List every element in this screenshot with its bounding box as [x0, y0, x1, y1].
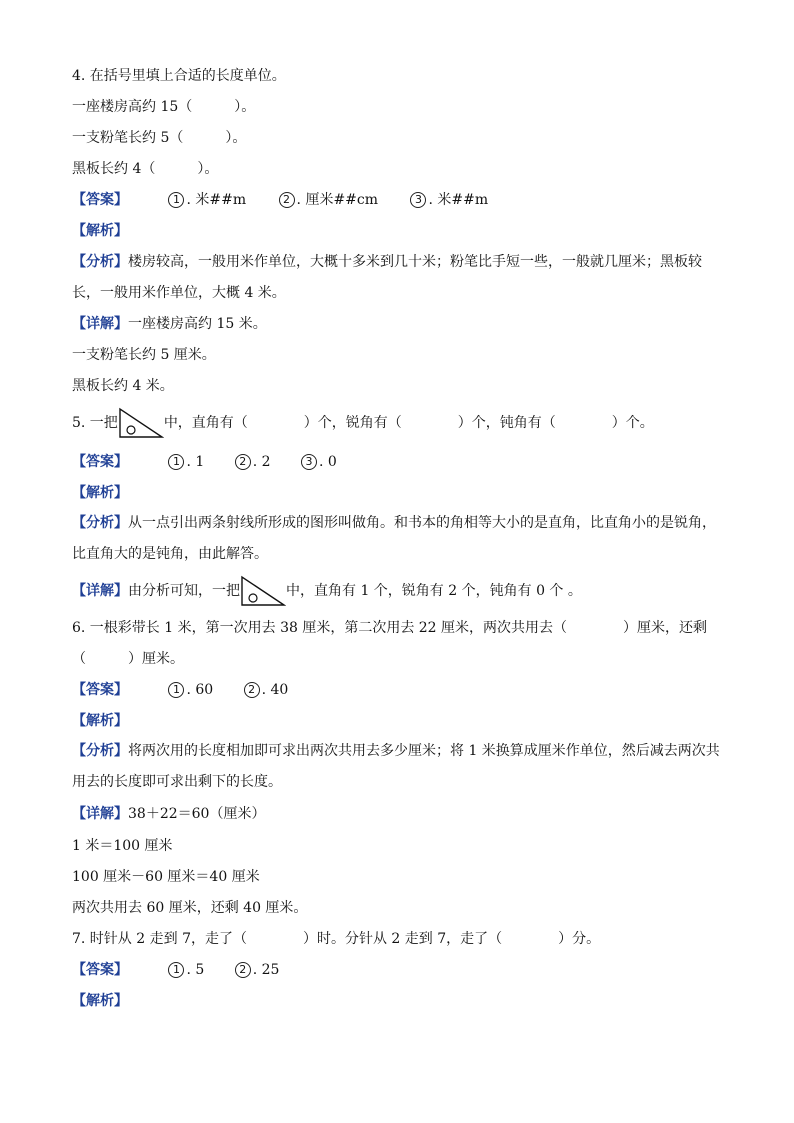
q4-line3: 黑板长约 4（ ）。	[72, 161, 219, 177]
q6-analysis-tag: 【解析】	[72, 713, 128, 729]
q5-detail: 【详解】由分析可知，一把 中，直角有 1 个，锐角有 2 个，钝角有 0 个 。	[72, 574, 582, 608]
q4-answer-1: 1 . 米##m	[168, 190, 246, 210]
q6-detail: 【详解】38＋22＝60（厘米）	[72, 806, 266, 822]
q7-answer	[72, 960, 279, 980]
set-square-icon	[240, 575, 286, 607]
q6-answer	[72, 680, 288, 700]
q6-fenxi: 【分析】将两次用的长度相加即可求出两次共用去多少厘米；将 1 米换算成厘米作单位，然后减去两次共用去的长度即可求出剩下的长度。	[72, 743, 720, 790]
q4-detail-2: 一支粉笔长约 5 厘米。	[72, 347, 216, 363]
answer-tag: 【答案】	[72, 454, 128, 470]
q4-title: 4. 在括号里填上合适的长度单位。	[72, 68, 286, 84]
q4-answer-2: 2 . 厘米##cm	[279, 190, 378, 210]
q6-answer-1: 1 . 60	[168, 680, 213, 700]
q4-line2: 一支粉笔长约 5（ ）。	[72, 130, 247, 146]
q7-answer-1: 1 . 5	[168, 960, 204, 980]
q4-analysis-tag: 【解析】	[72, 223, 128, 239]
q5-answer-2: 2 . 2	[235, 452, 271, 472]
answer-tag: 【答案】	[72, 682, 128, 698]
q4-detail: 【详解】一座楼房高约 15 米。	[72, 316, 267, 332]
q5-answer-1: 1 . 1	[168, 452, 204, 472]
q4-answer-3: 3 . 米##m	[410, 190, 488, 210]
q5-analysis-tag: 【解析】	[72, 485, 128, 501]
circled-number: 1	[168, 962, 184, 978]
q4-fenxi: 【分析】楼房较高，一般用米作单位，大概十多米到几十米；粉笔比手短一些，一般就几厘米；黑板较长，一般用米作单位，大概 4 米。	[72, 254, 702, 301]
q7-analysis-tag: 【解析】	[72, 993, 128, 1009]
circled-number: 2	[235, 454, 251, 470]
q7-question: 7. 时针从 2 走到 7，走了（ ）时。分针从 2 走到 7，走了（ ）分。	[72, 931, 601, 947]
circled-number: 2	[235, 962, 251, 978]
q6-question: 6. 一根彩带长 1 米，第一次用去 38 厘米，第二次用去 22 厘米，两次共用去（ ）厘米，还剩（ ）厘米。	[72, 620, 708, 667]
q5-answer-3: 3 . 0	[301, 452, 337, 472]
q5-fenxi: 【分析】从一点引出两条射线所形成的图形叫做角。和书本的角相等大小的是直角，比直角小的是锐角，比直角大的是钝角，由此解答。	[72, 515, 716, 562]
circled-number: 1	[168, 682, 184, 698]
set-square-icon	[118, 407, 164, 439]
circled-number: 2	[244, 682, 260, 698]
q6-answer-2: 2 . 40	[244, 680, 289, 700]
q4-detail-3: 黑板长约 4 米。	[72, 378, 174, 394]
q6-detail-4: 两次共用去 60 厘米，还剩 40 厘米。	[72, 900, 308, 916]
q5-answer	[72, 452, 337, 472]
q6-detail-2: 1 米＝100 厘米	[72, 838, 173, 854]
circled-number: 3	[301, 454, 317, 470]
circled-number: 2	[279, 192, 295, 208]
q4-line1: 一座楼房高约 15（ ）。	[72, 99, 256, 115]
answer-tag: 【答案】	[72, 192, 128, 208]
circled-number: 1	[168, 454, 184, 470]
q4-answer	[72, 190, 488, 210]
circled-number: 3	[410, 192, 426, 208]
q6-detail-3: 100 厘米－60 厘米＝40 厘米	[72, 869, 260, 885]
q7-answer-2: 2 . 25	[235, 960, 280, 980]
circled-number: 1	[168, 192, 184, 208]
q5-question: 5. 一把 中，直角有（ ）个，锐角有（ ）个，钝角有（ ）个。	[72, 406, 654, 440]
answer-tag: 【答案】	[72, 962, 128, 978]
